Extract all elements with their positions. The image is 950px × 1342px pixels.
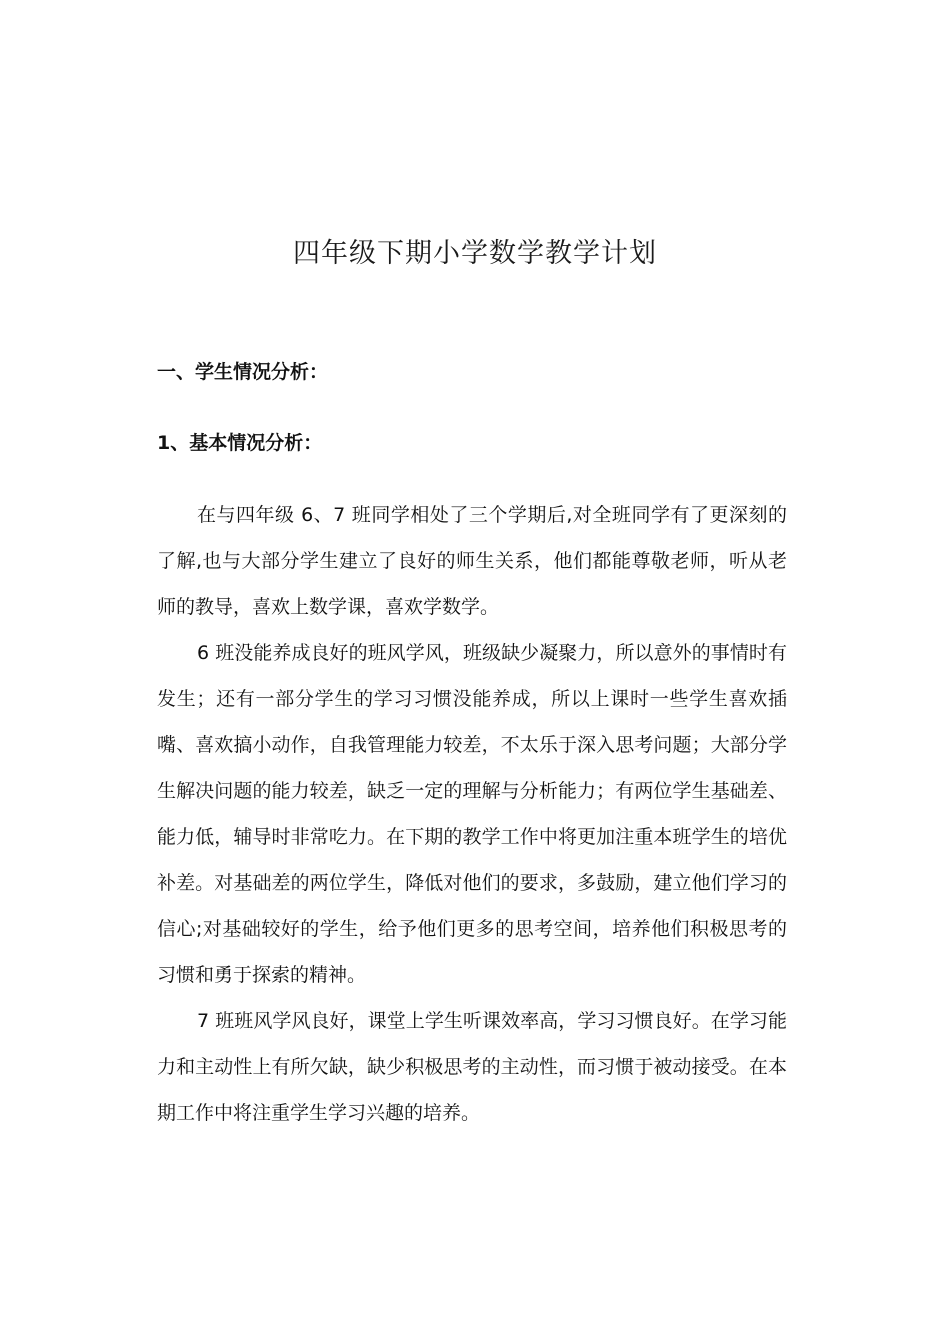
section-heading-student-analysis: 一、学生情况分析： [157, 361, 329, 383]
subsection-heading-basic-analysis: 1、基本情况分析： [157, 432, 323, 454]
paragraph-class-6: 6 班没能养成良好的班风学风，班级缺少凝聚力，所以意外的事情时有发生；还有一部分学生的学习习惯没能养成，所以上课时一些学生喜欢插嘴、喜欢搞小动作，自我管理能力较差，不太乐于深入思考问题；大部分学生解决问题的能力较差，缺乏一定的理解与分析能力；有两位学生基础差、能力低，辅导时非常吃力。在下期的教学工作中将更加注重本班学生的培优补差。对基础差的两位学生，降低对他们的要求，多鼓励，建立他们学习的信心;对基础较好的学生，给予他们更多的思考空间，培养他们积极思考的习惯和勇于探索的精神。 [157, 642, 787, 986]
paragraph-overview: 在与四年级 6、7 班同学相处了三个学期后,对全班同学有了更深刻的了解,也与大部分学生建立了良好的师生关系，他们都能尊敬老师，听从老师的教导，喜欢上数学课，喜欢学数学。 [157, 504, 787, 618]
document-title: 四年级下期小学数学教学计划 [293, 238, 657, 269]
paragraph-class-7: 7 班班风学风良好，课堂上学生听课效率高，学习习惯良好。在学习能力和主动性上有所欠缺，缺少积极思考的主动性，而习惯于被动接受。在本期工作中将注重学生学习兴趣的培养。 [157, 1010, 787, 1124]
